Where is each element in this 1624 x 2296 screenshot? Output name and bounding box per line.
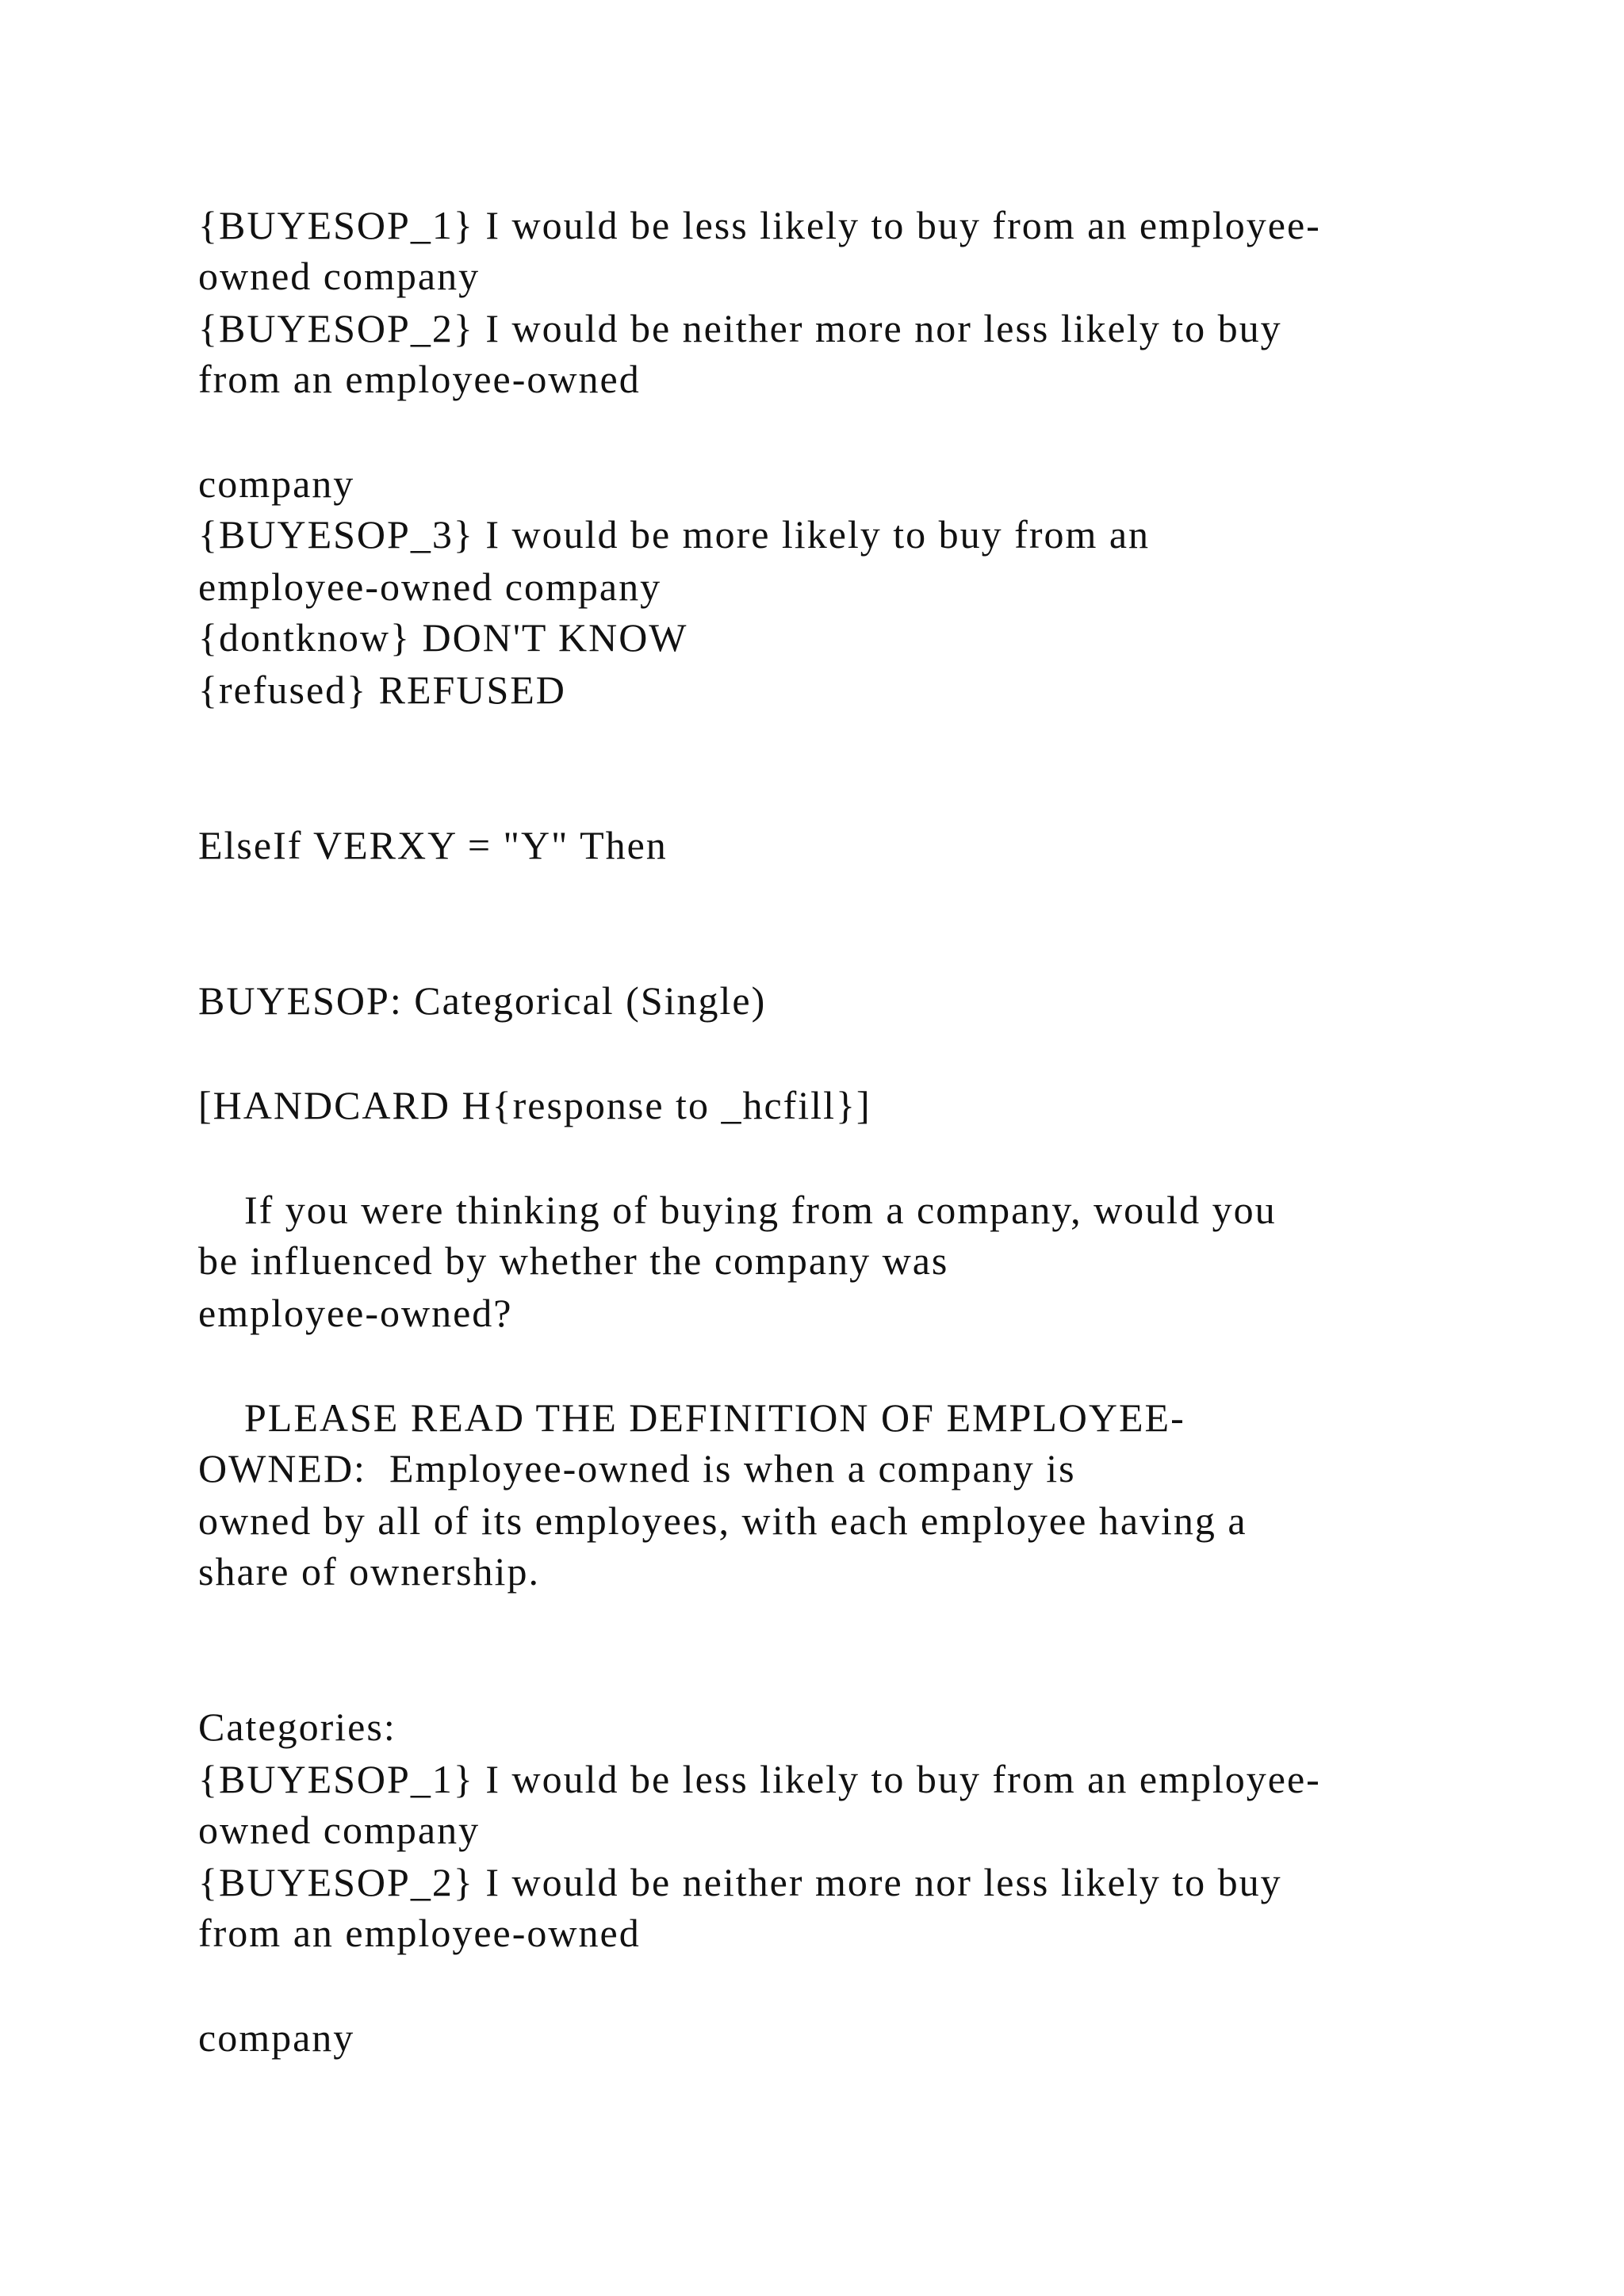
text-line: from an employee-owned <box>198 357 641 401</box>
text-line: owned company <box>198 254 481 298</box>
text-line: owned company <box>198 1808 481 1852</box>
text-line: {BUYESOP_3} I would be more likely to buy from an <box>198 512 1151 557</box>
text-line: OWNED: Employee-owned is when a company is <box>198 1446 1076 1490</box>
text-line: BUYESOP: Categorical (Single) <box>198 978 767 1023</box>
text-line: share of ownership. <box>198 1549 540 1594</box>
text-line: {BUYESOP_1} I would be less likely to buy from an employee- <box>198 1757 1321 1801</box>
text-line: {dontknow} DON'T KNOW <box>198 615 688 660</box>
text-line: Categories: <box>198 1705 396 1749</box>
text-line: company <box>198 2015 355 2060</box>
text-line: [HANDCARD H{response to _hcfill}] <box>198 1083 871 1127</box>
text-line: company <box>198 461 355 506</box>
text-line: {BUYESOP_1} I would be less likely to buy from an employee- <box>198 203 1321 247</box>
text-line: from an employee-owned <box>198 1911 641 1955</box>
text-line: PLEASE READ THE DEFINITION OF EMPLOYEE- <box>198 1395 1185 1440</box>
text-line: owned by all of its employees, with each employee having a <box>198 1498 1247 1543</box>
text-line: be influenced by whether the company was <box>198 1238 949 1283</box>
text-line: employee-owned company <box>198 564 662 609</box>
text-line: ElseIf VERXY = "Y" Then <box>198 823 668 867</box>
text-line: If you were thinking of buying from a company, would you <box>198 1188 1277 1232</box>
text-line: employee-owned? <box>198 1291 513 1335</box>
text-line: {BUYESOP_2} I would be neither more nor less likely to buy <box>198 306 1282 350</box>
text-line: {refused} REFUSED <box>198 668 566 712</box>
text-line: {BUYESOP_2} I would be neither more nor less likely to buy <box>198 1860 1282 1904</box>
